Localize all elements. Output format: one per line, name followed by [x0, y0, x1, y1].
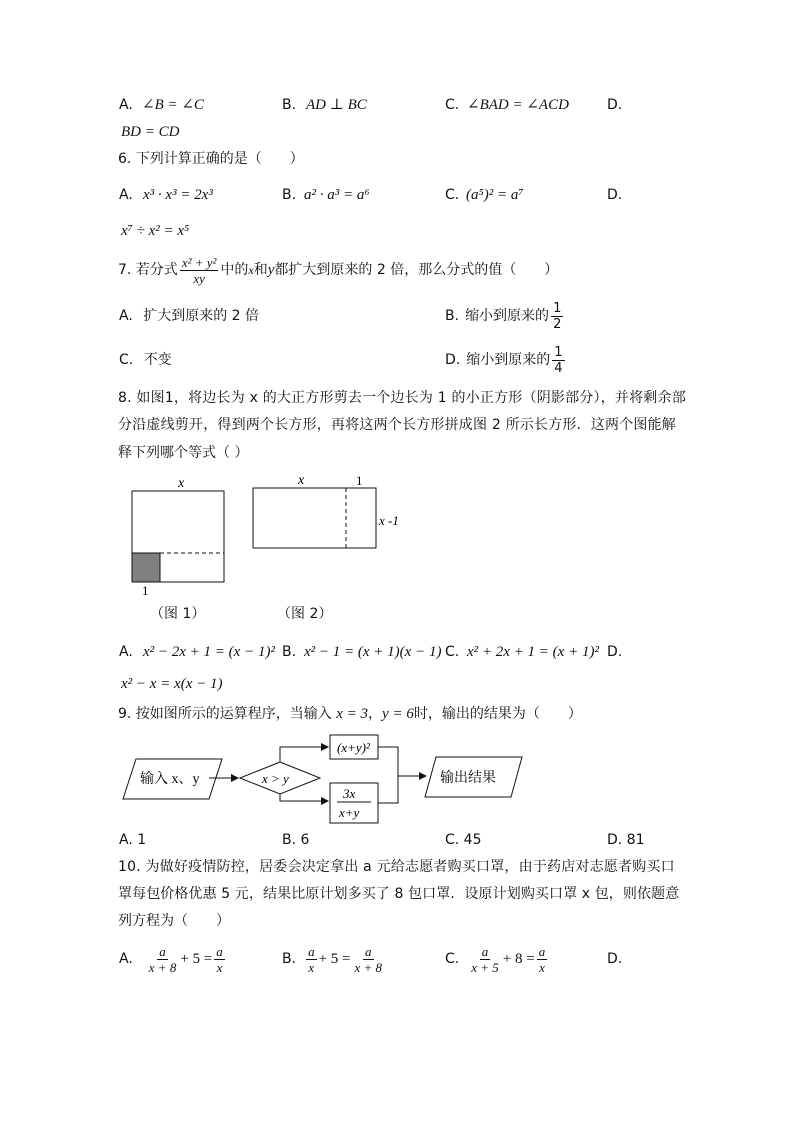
fig1-shaded-square — [132, 553, 160, 582]
q10-a-den1: x + 8 — [148, 959, 177, 975]
q9-option-c: C. 45 — [445, 832, 482, 848]
q7-option-b-text: 缩小到原来的 — [465, 308, 550, 324]
flow-arrow-no — [280, 794, 328, 801]
q5-option-d: BD = CD — [121, 124, 180, 140]
q10-option-c-label: C. — [445, 951, 460, 967]
q6-option-b: a² · a³ = a⁶ — [304, 187, 370, 203]
fig2-rectangle — [253, 488, 376, 548]
q7-option-d-text: 缩小到原来的 — [466, 352, 551, 368]
q7-stem-mid2: 和 — [253, 262, 268, 278]
q7-option-c-label: C. — [119, 352, 134, 368]
q8-option-a-label: A. — [119, 644, 133, 660]
q6-option-d: x⁷ ÷ x² = x⁵ — [121, 223, 190, 239]
q5-option-c-label: C. — [445, 97, 460, 113]
flow-merge-line — [378, 747, 398, 803]
q10-option-a-frac1 — [147, 944, 179, 975]
q7-fraction-numerator: x² + y² — [181, 254, 217, 270]
q8-option-c: x² + 2x + 1 = (x + 1)² — [467, 644, 599, 660]
q10-stem-line2: 罩每包价格优惠 5 元，结果比原计划多买了 8 包口罩．设原计划购买口罩 x 包，则依题意 — [118, 886, 680, 902]
fig1-label-x: x — [178, 476, 185, 491]
q6-option-c: (a⁵)² = a⁷ — [466, 187, 524, 203]
q7-option-b-numerator: 1 — [553, 300, 562, 316]
q9-stem-prefix: 9. 按如图所示的运算程序，当输入 — [118, 706, 332, 722]
q8-option-c-label: C. — [445, 644, 460, 660]
q9-stem — [118, 704, 582, 724]
figure-1 — [132, 476, 224, 598]
q6-option-a-label: A. — [119, 187, 133, 203]
q10-b-den1: x — [308, 959, 315, 975]
fig2-label-1: 1 — [356, 473, 363, 488]
fig2-caption: （图 2） — [277, 606, 333, 622]
q7-var-y: y — [267, 262, 275, 278]
q10-a-den2: x — [216, 959, 223, 975]
flow-arrow-yes — [280, 747, 328, 762]
q7-fraction-denominator: xy — [193, 270, 205, 286]
q10-stem-line3: 列方程为（ ） — [118, 913, 230, 929]
q10-b-mid: + 5 = — [318, 951, 351, 967]
q10-option-c-frac2 — [537, 944, 548, 975]
flow-input-text: 输入 x、y — [140, 772, 200, 787]
q7-option-c-text: 不变 — [143, 352, 172, 368]
q6-option-d-label: D. — [607, 187, 623, 203]
q5-option-b: AD ⊥ BC — [306, 97, 367, 113]
q9-stem-y: y = 6 — [382, 706, 414, 722]
q8-option-a: x² − 2x + 1 = (x − 1)² — [143, 644, 275, 660]
q10-b-num1: a — [308, 943, 315, 959]
q8-option-b-label: B. — [282, 644, 297, 660]
q8-option-b: x² − 1 = (x + 1)(x − 1) — [304, 644, 442, 660]
q6-option-c-label: C. — [445, 187, 460, 203]
q6-option-a: x³ · x³ = 2x³ — [143, 187, 213, 203]
q10-a-num1: a — [159, 943, 166, 959]
q5-option-b-label: B. — [282, 97, 297, 113]
flow-box-top-text: (x+y)² — [337, 740, 370, 755]
q10-a-mid: + 5 = — [180, 951, 213, 967]
fig1-label-1: 1 — [142, 583, 149, 598]
q10-option-a-label: A. — [119, 951, 133, 967]
fig1-caption: （图 1） — [150, 606, 206, 622]
q7-option-d-denominator: 4 — [554, 360, 563, 376]
q10-option-c-frac1 — [469, 944, 501, 975]
q10-c-mid: + 8 = — [502, 951, 535, 967]
q10-c-num2: a — [538, 943, 546, 959]
q7-option-b-label: B. — [445, 308, 460, 324]
q8-option-d-label: D. — [607, 644, 623, 660]
q7-option-d-label: D. — [445, 352, 461, 368]
q9-stem-suffix: 时，输出的结果为（ ） — [413, 706, 582, 722]
fig2-label-x: x — [298, 473, 305, 488]
q7-option-b-denominator: 2 — [553, 316, 562, 332]
q10-option-b — [282, 940, 386, 978]
flow-box-bottom-num: 3x — [343, 786, 356, 801]
q10-option-c — [445, 940, 549, 978]
q10-option-a — [119, 940, 227, 978]
q7-stem-suffix: 都扩大到原来的 2 倍，那么分式的值（ ） — [274, 262, 559, 278]
q9-option-d: D. 81 — [607, 832, 645, 848]
figure-2 — [253, 473, 399, 548]
q9-stem-sep: ， — [368, 706, 383, 722]
q7-option-a-label: A. — [119, 308, 133, 324]
flow-condition-text: x > y — [262, 771, 289, 786]
fig2-label-x-minus-1: x -1 — [379, 513, 399, 528]
q7-option-d-numerator: 1 — [554, 344, 563, 360]
q10-b-den2: x + 8 — [354, 959, 383, 975]
q9-option-a: A. 1 — [119, 832, 147, 848]
q5-option-a-label: A. — [119, 97, 133, 113]
q5-option-a: ∠B = ∠C — [142, 97, 204, 113]
q8-stem-line3: 释下列哪个等式（ ） — [118, 445, 249, 461]
flow-box-bottom-den: x+y — [339, 805, 360, 820]
q10-c-den2: x — [539, 959, 545, 975]
q6-option-b-label: B. — [282, 187, 297, 203]
q10-c-num1: a — [481, 943, 489, 959]
q10-a-num2: a — [216, 943, 223, 959]
q7-option-a-text: 扩大到原来的 2 倍 — [143, 308, 260, 324]
q10-option-b-frac1 — [306, 944, 317, 975]
q7-stem-mid1: 中的 — [220, 262, 249, 278]
q10-option-a-frac2 — [214, 944, 225, 975]
q10-option-b-frac2 — [352, 944, 384, 975]
q10-option-b-label: B. — [282, 951, 297, 967]
q9-option-b: B. 6 — [282, 832, 310, 848]
flow-output-text: 输出结果 — [440, 771, 496, 786]
q10-stem-line1: 10. 为做好疫情防控，居委会决定拿出 a 元给志愿者购买口罩，由于药店对志愿者购买口 — [118, 859, 675, 875]
q10-option-d-label: D. — [607, 951, 623, 967]
q7-stem-prefix: 7. 若分式 — [118, 262, 178, 278]
q9-flowchart — [0, 730, 794, 830]
q10-c-den1: x + 5 — [471, 959, 499, 975]
q6-stem: 6. 下列计算正确的是（ ） — [118, 151, 304, 167]
q8-option-d: x² − x = x(x − 1) — [121, 676, 223, 692]
q5-option-d-label: D. — [607, 97, 623, 113]
q10-b-num2: a — [365, 943, 372, 959]
q8-stem-line2: 分沿虚线剪开，得到两个长方形，再将这两个长方形拼成图 2 所示长方形．这两个图能解 — [118, 417, 677, 433]
q5-option-c: ∠BAD = ∠ACD — [467, 97, 569, 113]
q7-var-x: x — [248, 263, 254, 277]
q8-stem-line1: 8. 如图1，将边长为 x 的大正方形剪去一个边长为 1 的小正方形（阴影部分），并将剩余部 — [118, 390, 686, 406]
q9-stem-x: x = 3 — [336, 706, 369, 722]
